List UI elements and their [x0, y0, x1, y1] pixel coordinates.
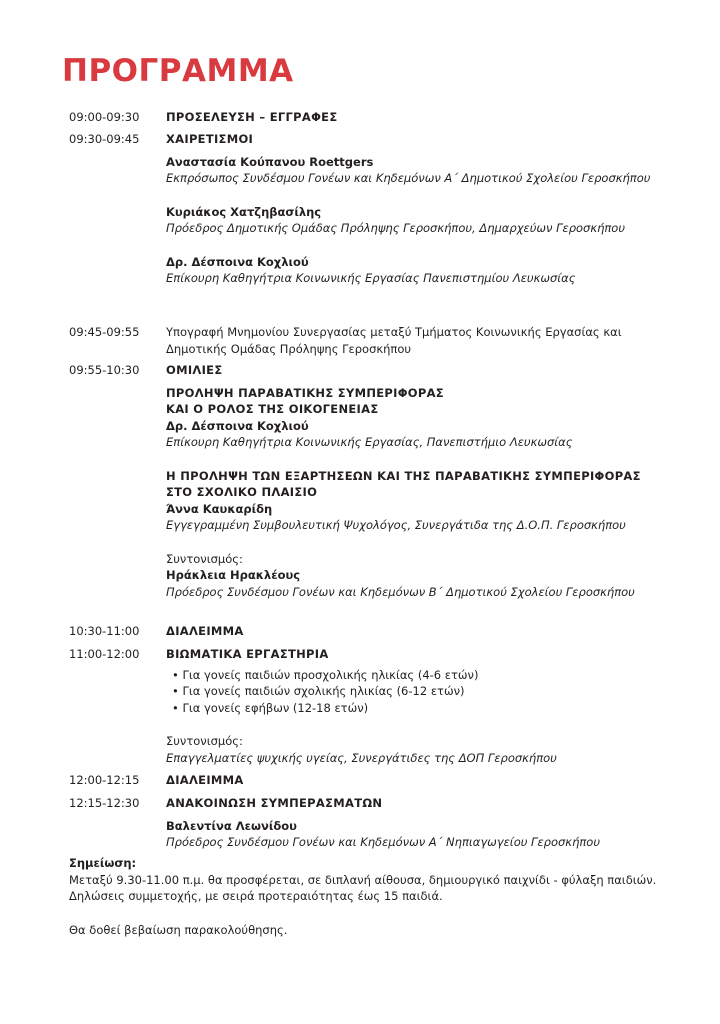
speaker-role: Πρόεδρος Δημοτικής Ομάδας Πρόληψης Γεροσκήπου, Δημαρχεύων Γεροσκήπου — [166, 221, 626, 235]
moderator-label: Συντονισμός: — [166, 734, 243, 748]
speaker-block — [166, 254, 676, 287]
talk-topic: ΠΡΟΛΗΨΗ ΠΑΡΑΒΑΤΙΚΗΣ ΣΥΜΠΕΡΙΦΟΡΑΣ — [166, 385, 444, 400]
speaker-role: Εκπρόσωπος Συνδέσμου Γονέων και Κηδεμόνων Α΄ Δημοτικού Σχολείου Γεροσκήπου — [166, 171, 651, 185]
page-title: ΠΡΟΓΡΑΜΜΑ — [62, 53, 294, 89]
time-slot: 09:30-09:45 — [69, 132, 140, 146]
time-slot: 12:00-12:15 — [69, 773, 140, 787]
speaker-name: Βαλεντίνα Λεωνίδου — [166, 818, 297, 833]
certificate-text: Θα δοθεί βεβαίωση παρακολούθησης. — [69, 922, 288, 937]
talk-topic: ΣΤΟ ΣΧΟΛΙΚΟ ΠΛΑΙΣΙΟ — [166, 485, 318, 499]
session-heading: ΟΜΙΛΙΕΣ — [166, 363, 223, 377]
talk-block — [166, 468, 676, 534]
time-slot: 12:15-12:30 — [69, 796, 140, 810]
session-heading: ΔΙΑΛΕΙΜΜΑ — [166, 624, 244, 638]
time-slot: 09:00-09:30 — [69, 110, 140, 124]
speaker-block — [166, 204, 676, 237]
session-heading: ΠΡΟΣΕΛΕΥΣΗ – ΕΓΓΡΑΦΕΣ — [166, 110, 338, 124]
session-heading: ΔΙΑΛΕΙΜΜΑ — [166, 773, 244, 787]
note-label: Σημείωση: — [69, 856, 137, 870]
moderator-name: Ηράκλεια Ηρακλέους — [166, 568, 301, 582]
workshop-list — [166, 667, 676, 717]
talk-topic: Η ΠΡΟΛΗΨΗ ΤΩΝ ΕΞΑΡΤΗΣΕΩΝ ΚΑΙ ΤΗΣ ΠΑΡΑΒΑΤΙΚΗΣ ΣΥΜΠΕΡΙΦΟΡΑΣ — [166, 468, 641, 483]
moderator-block — [166, 733, 676, 766]
session-heading: ΒΙΩΜΑΤΙΚΑ ΕΡΓΑΣΤΗΡΙΑ — [166, 647, 329, 661]
list-item: • Για γονείς παιδιών προσχολικής ηλικίας (4-6 ετών) — [172, 667, 676, 684]
session-heading: ΧΑΙΡΕΤΙΣΜΟΙ — [166, 132, 254, 146]
time-slot: 11:00-12:00 — [69, 647, 140, 661]
list-item: • Για γονείς εφήβων (12-18 ετών) — [172, 700, 676, 717]
time-slot: 09:55-10:30 — [69, 363, 140, 377]
talk-topic: ΚΑΙ Ο ΡΟΛΟΣ ΤΗΣ ΟΙΚΟΓΕΝΕΙΑΣ — [166, 402, 379, 416]
moderator-label: Συντονισμός: — [166, 551, 243, 566]
speaker-role: Εγγεγραμμένη Συμβουλευτική Ψυχολόγος, Συνεργάτιδα της Δ.Ο.Π. Γεροσκήπου — [166, 518, 626, 532]
talk-block — [166, 385, 676, 451]
speaker-name: Δρ. Δέσποινα Κοχλιού — [166, 418, 309, 433]
speaker-role: Πρόεδρος Συνδέσμου Γονέων και Κηδεμόνων Α΄ Νηπιαγωγείου Γεροσκήπου — [166, 835, 600, 849]
speaker-name: Αναστασία Κούπανου Roettgers — [166, 154, 374, 169]
speaker-block — [166, 154, 676, 187]
session-heading: ΑΝΑΚΟΙΝΩΣΗ ΣΥΜΠΕΡΑΣΜΑΤΩΝ — [166, 796, 383, 810]
moderator-role: Πρόεδρος Συνδέσμου Γονέων και Κηδεμόνων Β΄ Δημοτικού Σχολείου Γεροσκήπου — [166, 584, 635, 599]
speaker-role: Επίκουρη Καθηγήτρια Κοινωνικής Εργασίας Πανεπιστημίου Λευκωσίας — [166, 271, 576, 285]
moderator-block — [166, 551, 676, 601]
time-slot: 10:30-11:00 — [69, 624, 140, 638]
note-section — [69, 855, 661, 938]
speaker-name: Δρ. Δέσποινα Κοχλιού — [166, 254, 309, 269]
speaker-name: Άννα Καυκαρίδη — [166, 501, 273, 516]
session-text: Υπογραφή Μνημονίου Συνεργασίας μεταξύ Τμήματος Κοινωνικής Εργασίας και Δημοτικής Ομάδας Πρόληψης Γεροσκήπου — [166, 325, 622, 356]
time-slot: 09:45-09:55 — [69, 325, 140, 339]
note-text: Μεταξύ 9.30-11.00 π.μ. θα προσφέρεται, σε διπλανή αίθουσα, δημιουργικό παιχνίδι - φύλαξη παιδιών. Δηλώσεις συμμετοχής, με σειρά προτεραιότητας έως 15 παιδιά. — [69, 872, 657, 903]
moderator-role: Επαγγελματίες ψυχικής υγείας, Συνεργάτιδες της ΔΟΠ Γεροσκήπου — [166, 750, 557, 765]
speaker-name: Κυριάκος Χατζηβασίλης — [166, 204, 322, 219]
speaker-role: Επίκουρη Καθηγήτρια Κοινωνικής Εργασίας, Πανεπιστήμιο Λευκωσίας — [166, 435, 573, 449]
list-item: • Για γονείς παιδιών σχολικής ηλικίας (6-12 ετών) — [172, 683, 676, 700]
